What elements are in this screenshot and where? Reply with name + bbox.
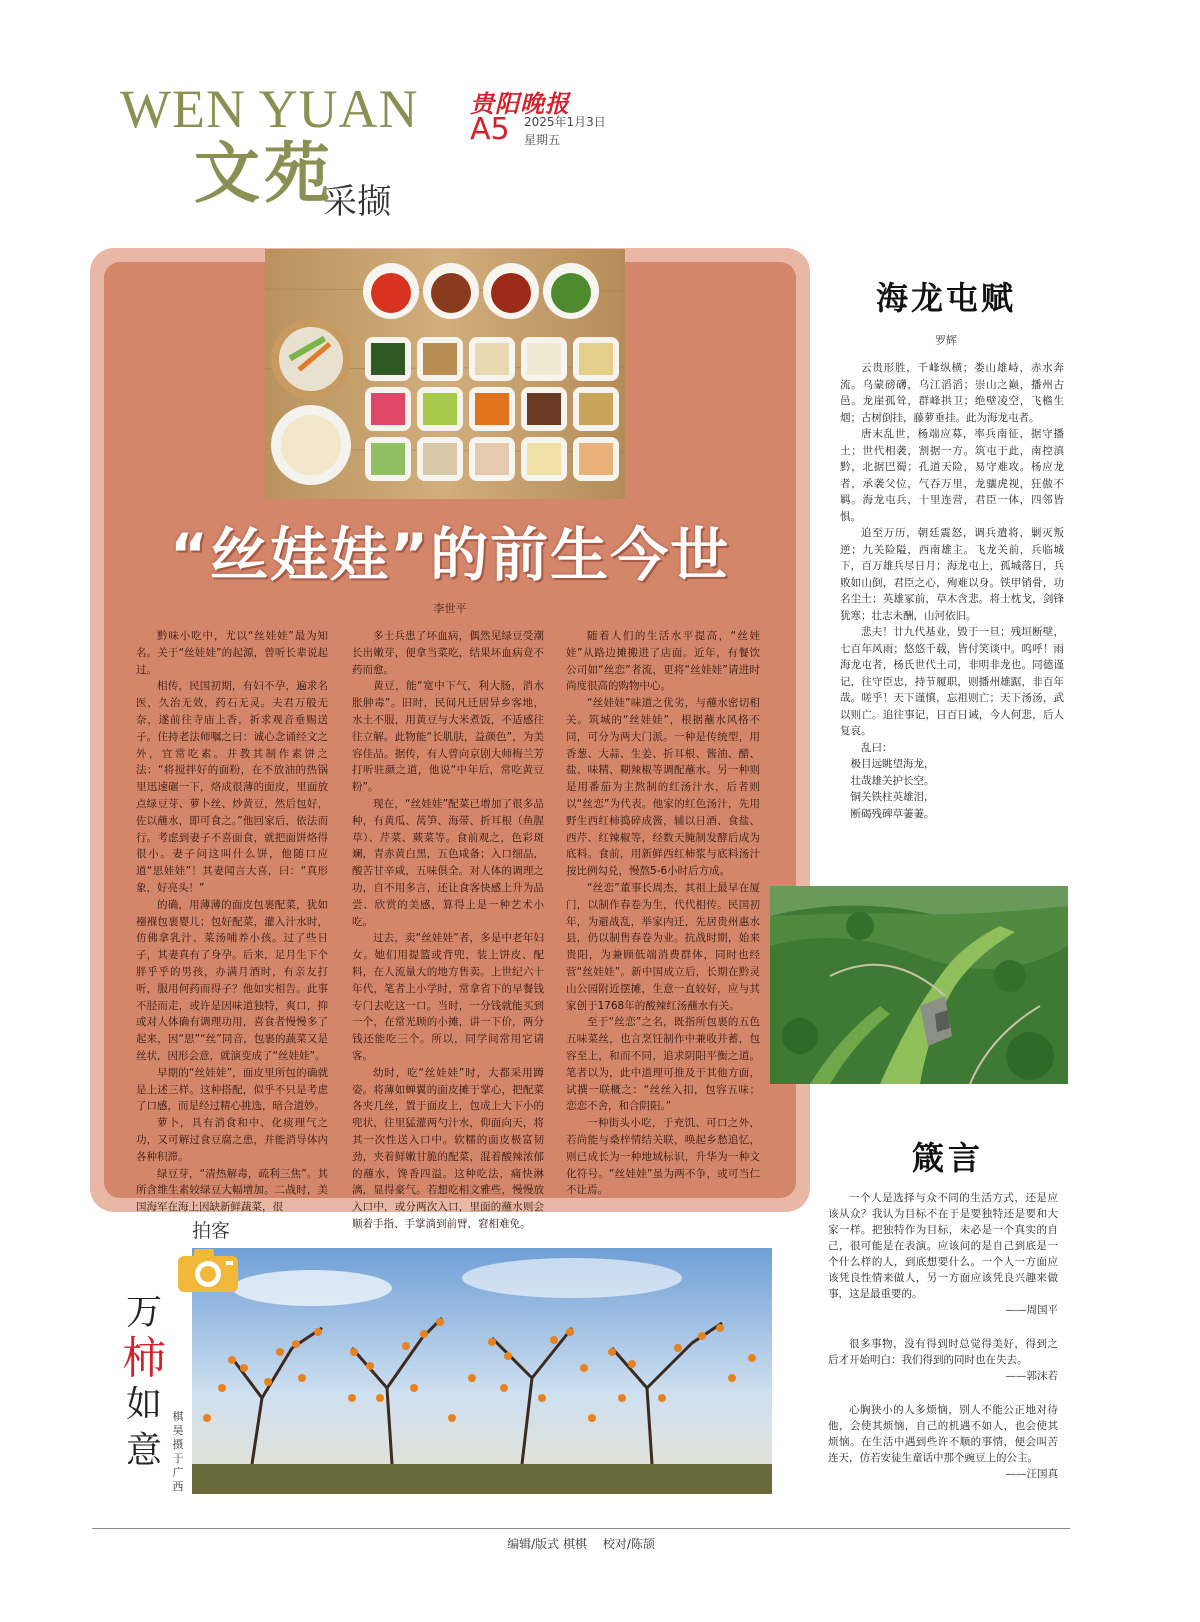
article-author: 李世平 (433, 602, 467, 615)
quote-source: ——郭沫若 (1005, 1370, 1058, 1382)
poem-paragraph: 悲夫！廿九代基业，毁于一旦；残垣断壁，七百年风雨；悠悠千载，皆付笑谈中。呜呼！雨海龙屯者，杨氏世代土司，非明非龙也。同德谨记，往守臣忠，持节履职，则播州雄踞，非百年哉。嗟乎！天下谨慎，忘祖则亡；天下汤汤，武以则亡。追往事记，日百日诫，今人何悲，后人复哀。 (840, 626, 1064, 737)
photo-title-char: 万 (125, 1292, 162, 1333)
paragraph: 多士兵患了坏血病，偶然见绿豆受潮长出嫩芽，便拿当菜吃，结果坏血病竟不药而愈。 (352, 630, 544, 676)
paragraph: 至于“丝恋”之名，既指所包裹的五色五味菜丝，也言烹饪制作中兼收并蓄，包容至上，和而不同，追求阴阳平衡之道。笔者以为，此中道理可推及于其他方面，试撰一联概之：“丝丝入扣，包容五味；恋恋不舍，和合阴阳。” (566, 1016, 760, 1113)
article-column-1 (136, 628, 328, 1214)
persimmon-orchard-photo (192, 1248, 772, 1494)
paragraph: 现在，“丝娃娃”配菜已增加了很多品种，有黄瓜、莴笋、海带、折耳根（鱼腥草）、芹菜、蕨菜等。食前观之，色彩斑斓，青赤黄白黑，五色咸备；入口细品，酸苦甘辛咸，五味俱全。对人体的调理之功，自不用多言，还让食客快感上升为品尝、欣赏的美感，算得上是一种艺术小吃。 (352, 797, 544, 928)
poem-line: 壮哉雄关护长空。 (850, 774, 935, 787)
issue-weekday: 星期五 (524, 133, 561, 147)
poem-author: 罗辉 (935, 334, 957, 347)
footer-divider (92, 1528, 1070, 1529)
footer-editor: 编辑/版式 棋棋 (507, 1537, 587, 1551)
poem-line: 铜关铁柱英雄泪， (850, 791, 935, 803)
hailongtun-aerial-photo (770, 886, 1068, 1084)
paragraph: 幼时，吃“丝娃娃”时，大都采用蹲姿。将薄如蝉翼的面皮摊于掌心，把配菜各夹几丝，置于面皮上，包成上大下小的兜状，往里猛灌两勺汁水，仰面向天，将其一次性送入口中。软糯的面皮极富韧劲，夹着鲜嫩甘脆的配菜，混着酸辣浓郁的蘸水，馋香四溢。这种吃法，痛快淋漓，显得豪气。若想吃相文雅些，慢慢放入口中，或分两次入口，里面的蘸水则会顺着手指、手掌淌到前臂，窘相难免。 (352, 1066, 544, 1230)
photo-title-char: 如 (125, 1384, 162, 1425)
paragraph: 过去，卖“丝娃娃”者，多是中老年妇女。她们用提篮或背兜，装上饼皮、配料，在人流量大的地方售卖。上世纪六十年代，笔者上小学时，常拿省下的早餐钱专门去吃这一口。当时，一分钱就能买到一个，在常光顾的小摊，讲一下价，两分钱还能吃三个。所以，同学间常用它请客。 (352, 932, 544, 1062)
paragraph: 黄豆，能“宽中下气，利大肠，消水胀肿毒”。旧时，民间凡迁居异乡客地，水土不服，用黄豆与大米煮饭，不适感往往立解。此物能“长肌肤，益颜色”，为美容佳品。据传，有人曾向京剧大师梅兰芳打听驻颜之道，他说“中年后，常吃黄豆粉”。 (352, 680, 544, 794)
quote-source: ——汪国真 (1005, 1468, 1058, 1480)
paragraph: “丝娃娃”味道之优劣，与蘸水密切相关。筑城的“丝娃娃”，根据蘸水风格不同，可分为两大门派。一种是传统型，用香葱、大蒜、生姜、折耳根、酱油、醋、盐、味精、糊辣椒等调配蘸水。另一种则是用番茄为主熬制的红汤汁水，后者则以“丝恋”为代表。他家的红色汤汁，先用野生西红柿捣碎成酱，辅以日酒、食盐、西芹、红辣椒等，经数天腌制发酵后成为底料。食前，用新鲜西红柿浆与底料汤汁按比例勾兑，慢熬5-6小时后方成。 (566, 697, 760, 878)
paragraph: 随着人们的生活水平提高，“丝娃娃”从路边摊搬进了店面。近年，有餐饮公司如“丝恋”者流，更将“丝娃娃”请进时尚度很高的购物中心。 (566, 630, 760, 693)
poem-line: 断碣残碑草萋萋。 (850, 807, 935, 820)
poem-paragraph: 云贵形胜，千峰纵横；娄山雄峙，赤水奔流。乌蒙磅礴，乌江滔滔；崇山之巅，播州古邑。龙崖孤耸，群峰拱卫；绝壁凌空，飞檐生烟；古树倒挂，藤萝垂挂。此为海龙屯者。 (840, 362, 1064, 424)
photo-title-char: 意 (125, 1430, 162, 1471)
poem-paragraph: 唐末乱世，杨端应募，率兵南征，据守播土；世代相袭，割据一方。筑屯于此，南控滇黔，北据巴蜀；孔道天险，易守难攻。杨应龙者，承袭父位，气吞万里，龙骧虎视，狂傲不羁。海龙屯兵，十里连营，君臣一体，四邻皆惧。 (840, 428, 1064, 523)
dish-photo (265, 249, 625, 499)
footer-proofreader: 校对/陈颉 (602, 1537, 655, 1551)
dish-photo-illustration (265, 249, 625, 499)
article-column-2 (352, 628, 544, 1230)
photo-title-char: 柿 (122, 1333, 166, 1384)
poem-title: 海龙屯赋 (875, 279, 1016, 317)
paragraph: 的确，用薄薄的面皮包裹配菜，犹如襁褓包裹婴儿；包好配菜，灌入汁水时，仿佛拿乳汁、菜汤哺养小孩。过了些日子，其妻真有了身孕。后来，足月生下个胖乎乎的男孩，办满月酒时，有亲友打听，服用何药而得子？他如实相告。此事不胫而走，或许是因味道独特，爽口，抑或对人体确有调理功用，喜食者慢慢多了起来，因“思”“丝”同音，包裹的蔬菜又是丝状，因形会意，就演变成了“丝娃娃”。 (136, 898, 328, 1062)
column-name: 文苑 (194, 134, 334, 212)
quote-text: 很多事物，没有得到时总觉得美好，得到之后才开始明白：我们得到的同时也在失去。 (828, 1338, 1058, 1366)
quote-text: 心胸狭小的人多烦恼，别人不能公正地对待他，会使其烦恼，自己的机遇不如人，也会使其烦恼。在生活中遇到些许不顺的事情，便会叫苦连天，仿若安徒生童话中那个豌豆上的公主。 (828, 1404, 1058, 1464)
poem-paragraph: 乱曰： (861, 741, 893, 754)
paike-label: 拍客 (192, 1220, 231, 1242)
paragraph: 绿豆芽，“清热解毒，疏利三焦”。其所含维生素较绿豆大幅增加。二战时，美国海军在海上因缺新鲜蔬菜，很 (136, 1167, 328, 1214)
photo-credit: 棋昊 摄于广西 (172, 1410, 184, 1493)
paragraph: “丝恋”董事长周杰，其祖上最早在厦门，以制作春卷为生，代代相传。民国初年，为避战乱，举家内迁，先居贵州惠水县，仍以制售春卷为业。抗战时期，始来贵阳，为兼顾低端消费群体，同时也经营“丝娃娃”。新中国成立后，长期在黔灵山公园附近摆摊，生意一直较好，应与其家创于1768年的酸辣红汤蘸水有关。 (566, 881, 760, 1012)
persimmon-photo-illustration (192, 1248, 772, 1494)
footer-credits (92, 1535, 1070, 1552)
camera-icon (176, 1246, 240, 1294)
paragraph: 一种街头小吃，于充饥、可口之外，若尚能与桑梓情结关联，唤起乡愁追忆，则已成长为一种地域标识，升华为一种文化符号。“丝娃娃”虽为两不争，或可当仁不让焉。 (566, 1117, 760, 1197)
paragraph: 萝卜，具有消食和中、化痰理气之功，又可解过食豆腐之患，并能消导体内各种积滞。 (136, 1117, 328, 1163)
paragraph: 相传，民国初期，有妇不孕，遍求名医，久治无效，药石无灵。夫君万般无奈，遂前往寺庙上香，祈求观音垂赐送子。住持老法师嘱之曰：诚心念诵经文之外，宜常吃素。并教其制作素饼之法：“将搅拌好的面粉，在不放油的热锅里迅速碾一下，烙成很薄的面皮，里面放点绿豆芽、萝卜丝、炒黄豆，然后包好，佐以蘸水，即可食之。”他回家后，依法而行。考虑到妻子不喜面食，就把面饼烙得很小。妻子问这叫什么饼，他随口应道“思娃娃”！其妻闻言大喜，曰：“真形象，好亮头！” (136, 680, 328, 894)
quotes-title: 箴言 (911, 1139, 984, 1177)
section-name: 采撷 (323, 182, 391, 222)
poem-line: 极目远眺望海龙， (850, 758, 935, 770)
paragraph: 黔味小吃中，尤以“丝娃娃”最为知名。关于“丝娃娃”的起源，曾听长辈说起过。 (136, 630, 328, 676)
issue-date: 2025年1月3日 (524, 115, 606, 129)
quotes-body (828, 1190, 1058, 1500)
article-column-3 (566, 628, 760, 1197)
aerial-photo-illustration (770, 886, 1068, 1084)
page-number: A5 (470, 112, 510, 147)
poem-body (840, 360, 1064, 822)
photo-title (120, 1290, 168, 1474)
article-headline: “丝娃娃”的前生今世 (169, 521, 731, 589)
quote-source: ——周国平 (1005, 1304, 1058, 1316)
paragraph: 早期的“丝娃娃”，面皮里所包的确就是上述三样。这种搭配，似乎不只是考虑了口感，而是经过精心挑选，暗合道妙。 (136, 1066, 328, 1113)
quote-text: 一个人是选择与众不同的生活方式，还是应该从众？我认为目标不在于是要独特还是要和大家一样。把独特作为目标，未必是一个真实的自己，很可能是在表演。应该问的是自己到底是一个什么样的人，到底想要什么。一个人一方面应该凭良性情来做人，另一方面应该凭良兴趣来做事，这是最重要的。 (828, 1192, 1058, 1300)
poem-paragraph: 追至万历，朝廷震怒，调兵遣将，剿灭叛逆；九关险隘，西南雄主。飞龙关前，兵临城下，百万雄兵尽日月；海龙屯上，孤城落日，兵败如山倒，君臣之心，殉难以身。铁甲销骨，功名尘土；英雄冢前，草木含悲。将士枕戈，剑锋犹寒；壮志未酬，山河依旧。 (840, 527, 1064, 622)
newspaper-logo: 贵阳晚报 (470, 89, 570, 118)
masthead-wen-yuan: WEN YUAN (120, 79, 419, 139)
